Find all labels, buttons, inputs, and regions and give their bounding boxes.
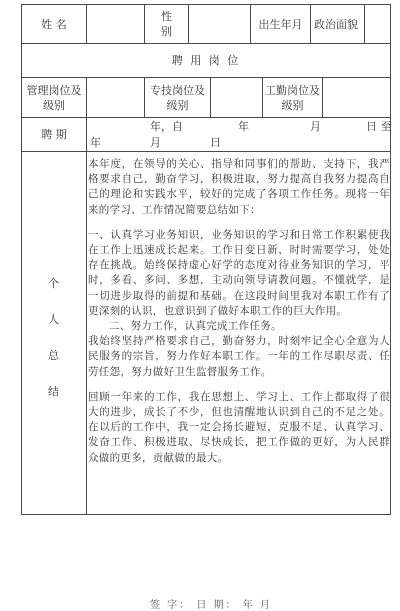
period-year-text: 年 <box>238 120 249 133</box>
summary-label-char: 个 <box>48 277 59 290</box>
summary-paragraph: 一、认真学习业务知识，业务知识的学习和日常工作积累使我在工作上迅速成长起来。工作日变日新，时时需要学习，处处存在挑战。始终保持虚心好学的态度对待业务知识的学习，平时，多看、多问、多想，主动向领导请教问题。不懂就学，是一切进步取得的前提和基础。在这段时间里我对本职工作有了更深刻的认识，也意识到了做好本职工作的巨大作用。 <box>88 228 390 317</box>
employment-form-table <box>21 4 391 515</box>
period-day-to-text: 日 至 <box>366 120 392 133</box>
technical-position-field[interactable] <box>211 78 262 117</box>
col-divider <box>86 117 87 151</box>
summary-label-char: 人 <box>48 313 59 326</box>
period-year-text: 年，自 <box>150 120 183 133</box>
contract-period-field[interactable] <box>88 117 390 151</box>
summary-paragraph: 我始终坚持严格要求自己，勤奋努力，时刻牢记全心全意为人民服务的宗旨，努力作好本职工作。一年的工作尽职尽责、任劳任怨，努力做好卫生监督服务工作。 <box>88 335 390 378</box>
summary-paragraph: 本年度，在领导的关心、指导和同事们的帮助、支持下，我严格要求自己，勤奋学习，积极进取，努力提高自我努力提高自己的理论和实践水平，较好的完成了各项工作任务。现将一年来的学习、工作情况简要总结如下： <box>88 158 390 216</box>
name-field[interactable] <box>87 5 144 43</box>
birth-date-label: 出生年月 <box>258 17 303 31</box>
personal-summary-label <box>22 151 86 515</box>
political-status-label: 政治面貌 <box>314 17 358 31</box>
personal-summary-text <box>88 157 390 466</box>
summary-paragraph: 二、努力工作，认真完成工作任务。 <box>109 320 282 333</box>
summary-label-char: 结 <box>48 385 59 398</box>
signature-footer: 签 字： 日 期： 年 月 <box>150 600 272 611</box>
period-end-month-text: 月 <box>150 136 161 149</box>
name-label: 姓 名 <box>41 17 67 31</box>
period-end-year-text: 年 <box>90 136 101 149</box>
technical-position-label: 专技岗位及级别 <box>150 83 205 112</box>
service-position-field[interactable] <box>323 78 390 117</box>
contract-period-label: 聘 期 <box>41 128 67 141</box>
summary-paragraph: 回顾一年来的工作，我在思想上、学习上、工作上都取得了很大的进步，成长了不少，但也清醒地认识到自己的不足之处。在以后的工作中，我一定会扬长避短，克服不足、认真学习、发奋工作、积极进取、尽快成长，把工作做的更好，为人民群众做的更多，贡献做的最大。 <box>88 390 390 464</box>
period-month-text: 月 <box>310 120 321 133</box>
management-position-label: 管理岗位及级别 <box>26 83 82 112</box>
period-end-day-text: 日 <box>210 136 221 149</box>
gender-field[interactable] <box>189 5 250 43</box>
gender-label: 性 别 <box>161 10 172 38</box>
service-position-label: 工勤岗位及级别 <box>265 83 320 112</box>
summary-label-char: 总 <box>48 349 59 362</box>
col-divider <box>86 151 87 515</box>
management-position-field[interactable] <box>87 78 144 117</box>
employment-position-title: 聘 用 岗 位 <box>171 54 241 67</box>
